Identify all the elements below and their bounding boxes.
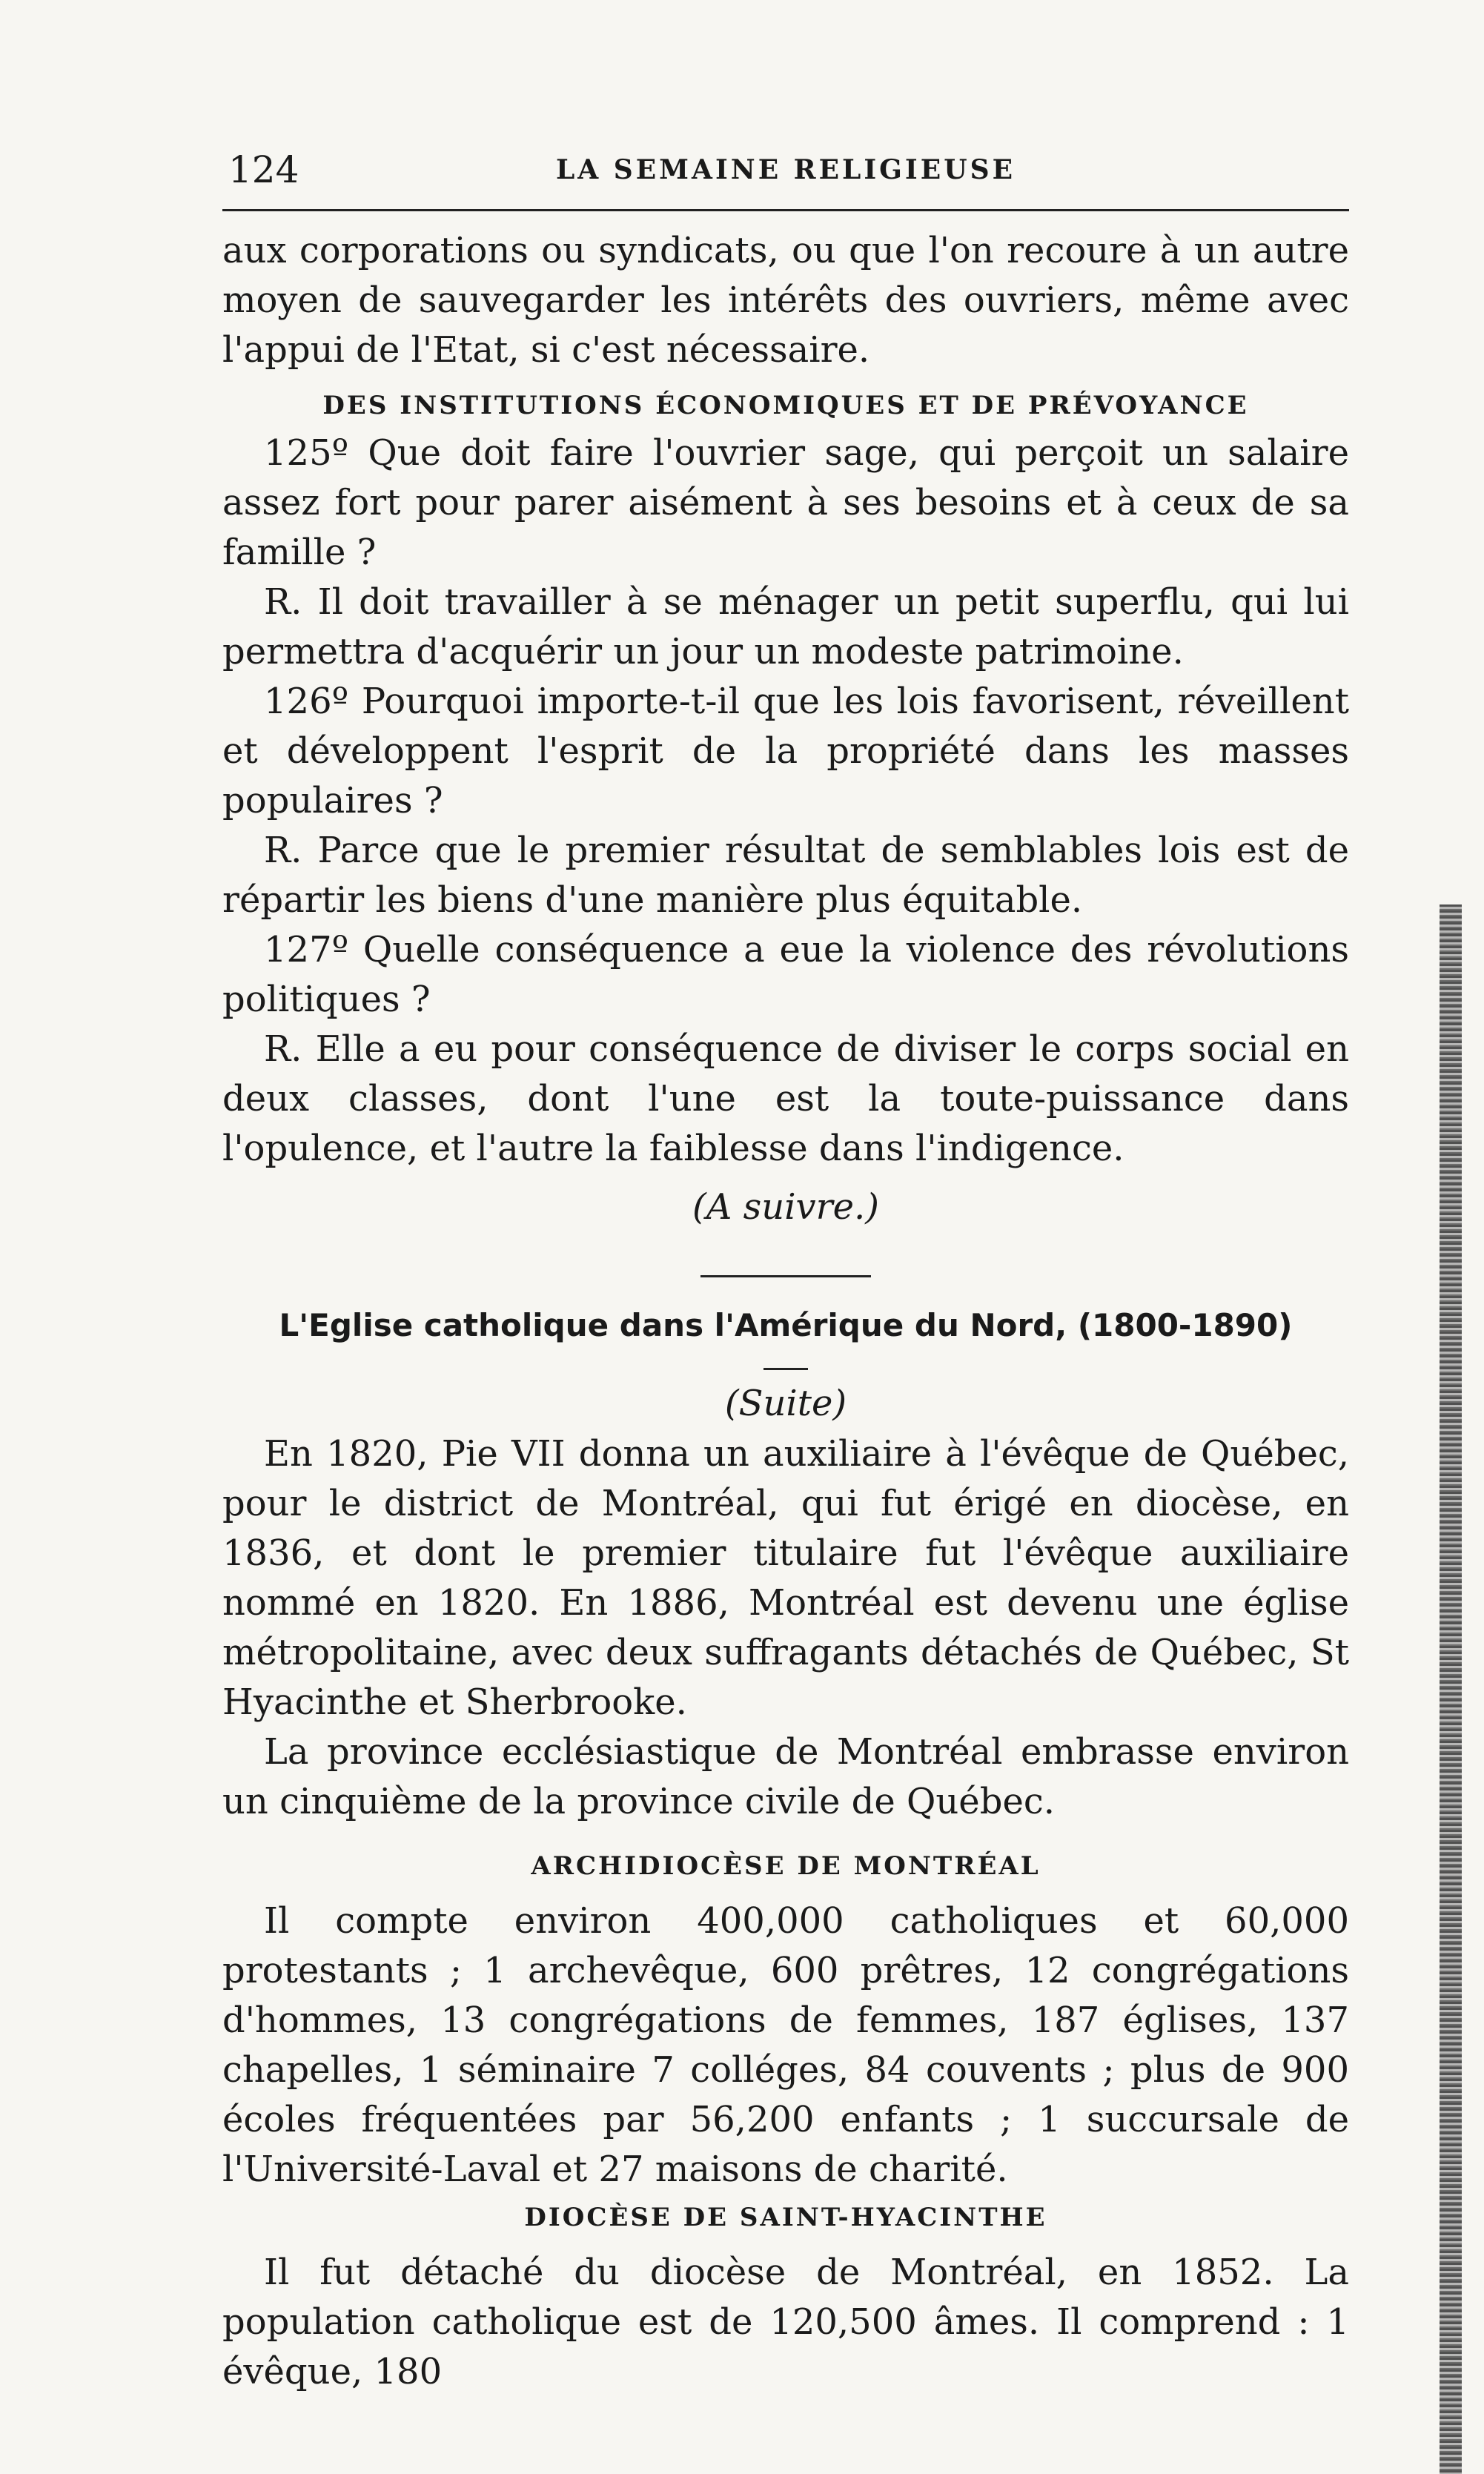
paragraph: aux corporations ou syndicats, ou que l'on recoure à un autre moyen de sauvegarder les intérêts des ouvriers, même avec l'appui de l'Etat, si c'est nécessaire. xyxy=(222,230,1349,371)
answer: R. Parce que le premier résultat de semblables lois est de répartir les biens d'une manière plus équitable. xyxy=(222,830,1349,921)
paragraph: Il fut détaché du diocèse de Montréal, en 1852. La population catholique est de 120,500 âmes. Il comprend : 1 évêque, 180 xyxy=(222,2252,1349,2392)
question: 126º Pourquoi importe-t-il que les lois favorisent, réveillent et développent l'esprit de la propriété dans les masses populaires ? xyxy=(222,681,1349,821)
paragraph: En 1820, Pie VII donna un auxiliaire à l'évêque de Québec, pour le district de Montréal, qui fut érigé en diocèse, en 1836, et dont le premier titulaire fut l'évêque auxiliaire nommé en 1820. En 1886, Montréal est devenu une église métropolitaine, avec deux suffragants détachés de Québec, St Hyacinthe et Sherbrooke. xyxy=(222,1433,1349,1723)
paragraph: Il compte environ 400,000 catholiques et 60,000 protestants ; 1 archevêque, 600 prêtres, 12 congrégations d'hommes, 13 congrégations de femmes, 187 églises, 137 chapelles, 1 séminaire 7 colléges, 84 couvents ; plus de 900 écoles fréquentées par 56,200 enfants ; 1 succursale de l'Université-Laval et 27 maisons de charité. xyxy=(222,1900,1349,2190)
answer: R. Il doit travailler à se ménager un petit superflu, qui lui permettra d'acquérir un jour un modeste patrimoine. xyxy=(222,581,1349,672)
page-edge-shadow xyxy=(1440,904,1462,2474)
section-heading: DIOCÈSE DE SAINT-HYACINTHE xyxy=(524,2203,1047,2232)
section-divider xyxy=(700,1275,871,1277)
question: 127º Quelle conséquence a eue la violence des révolutions politiques ? xyxy=(222,929,1349,1020)
title-dash xyxy=(763,1368,808,1370)
suite-note: (Suite) xyxy=(724,1383,847,1424)
running-header xyxy=(222,148,1349,193)
text-body xyxy=(222,226,1349,2397)
page-number: 124 xyxy=(228,148,299,191)
question: 125º Que doit faire l'ouvrier sage, qui perçoit un salaire assez fort pour parer aisément à ses besoins et à ceux de sa famille ? xyxy=(222,432,1349,573)
article-title: L'Eglise catholique dans l'Amérique du Nord, (1800-1890) xyxy=(279,1307,1293,1343)
running-title: LA SEMAINE RELIGIEUSE xyxy=(555,154,1016,185)
answer: R. Elle a eu pour conséquence de diviser le corps social en deux classes, dont l'une est la toute-puissance dans l'opulence, et l'autre la faiblesse dans l'indigence. xyxy=(222,1028,1349,1169)
header-rule xyxy=(222,209,1349,211)
page xyxy=(222,0,1349,2474)
section-heading: ARCHIDIOCÈSE DE MONTRÉAL xyxy=(531,1851,1041,1881)
continued-note: (A suivre.) xyxy=(692,1186,879,1228)
section-heading: DES INSTITUTIONS ÉCONOMIQUES ET DE PRÉVOYANCE xyxy=(322,391,1249,420)
paragraph: La province ecclésiastique de Montréal embrasse environ un cinquième de la province civile de Québec. xyxy=(222,1731,1349,1822)
